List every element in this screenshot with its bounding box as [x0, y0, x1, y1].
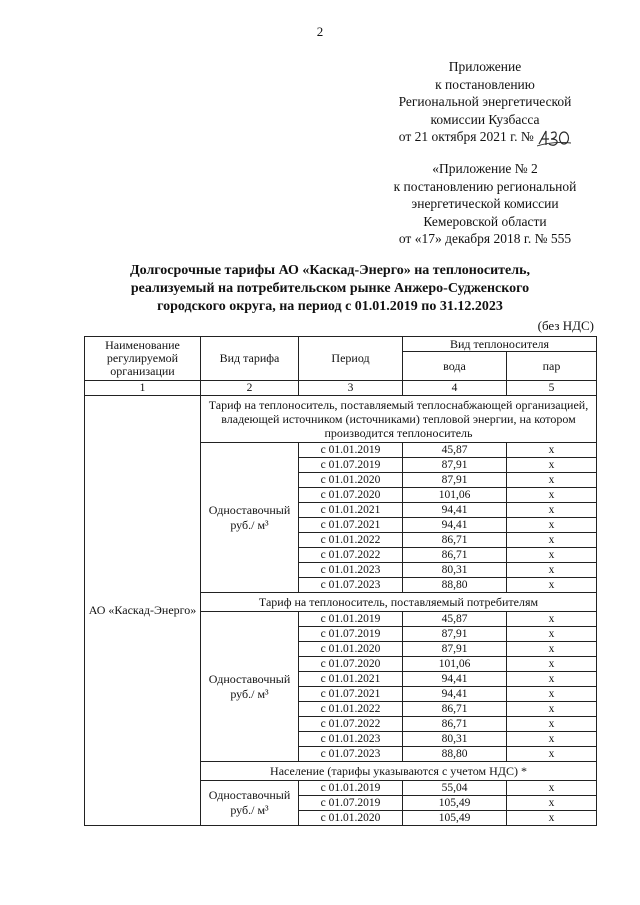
water-value: 88,80: [403, 747, 507, 762]
water-value: 87,91: [403, 458, 507, 473]
steam-value: x: [507, 642, 597, 657]
period-cell: с 01.01.2020: [299, 811, 403, 826]
steam-value: x: [507, 612, 597, 627]
steam-value: x: [507, 702, 597, 717]
section-title: Тариф на теплоноситель, поставляемый теплоснабжающей организацией, владеющей источником (источниками) тепловой энергии, на котором производится теплоноситель: [201, 396, 597, 443]
tariff-table: [84, 336, 597, 826]
water-value: 94,41: [403, 672, 507, 687]
appendix-line-date: [360, 128, 610, 146]
period-cell: с 01.01.2022: [299, 533, 403, 548]
period-cell: с 01.01.2020: [299, 473, 403, 488]
water-value: 86,71: [403, 533, 507, 548]
water-value: 80,31: [403, 732, 507, 747]
period-cell: с 01.01.2023: [299, 563, 403, 578]
steam-value: x: [507, 488, 597, 503]
title-line: городского округа, на период с 01.01.2019 по 31.12.2023: [157, 299, 503, 314]
vat-note: (без НДС): [537, 318, 594, 333]
water-value: 105,49: [403, 796, 507, 811]
water-value: 94,41: [403, 518, 507, 533]
tariff-type: Одноставочный руб./ м³: [201, 781, 299, 826]
column-number: 4: [403, 381, 507, 396]
steam-value: x: [507, 533, 597, 548]
steam-value: x: [507, 627, 597, 642]
tariff-type: Одноставочный руб./ м³: [201, 443, 299, 593]
steam-value: x: [507, 563, 597, 578]
column-number: 3: [299, 381, 403, 396]
water-value: 94,41: [403, 503, 507, 518]
section-title: Население (тарифы указываются с учетом НДС) *: [201, 762, 597, 781]
steam-value: x: [507, 747, 597, 762]
water-value: 87,91: [403, 627, 507, 642]
steam-value: x: [507, 672, 597, 687]
steam-value: x: [507, 458, 597, 473]
water-value: 86,71: [403, 717, 507, 732]
steam-value: x: [507, 796, 597, 811]
title-line: Долгосрочные тарифы АО «Каскад-Энерго» на теплоноситель,: [130, 263, 530, 278]
water-value: 55,04: [403, 781, 507, 796]
appendix-line: к постановлению: [435, 76, 535, 92]
period-cell: с 01.07.2022: [299, 717, 403, 732]
steam-value: x: [507, 717, 597, 732]
water-value: 80,31: [403, 563, 507, 578]
water-value: 45,87: [403, 612, 507, 627]
period-cell: с 01.01.2019: [299, 781, 403, 796]
water-value: 86,71: [403, 702, 507, 717]
period-cell: с 01.07.2021: [299, 687, 403, 702]
steam-value: x: [507, 473, 597, 488]
section-row: [85, 396, 597, 443]
document-title: [120, 262, 540, 316]
header-steam: пар: [507, 352, 597, 381]
column-number: 2: [201, 381, 299, 396]
period-cell: с 01.07.2019: [299, 458, 403, 473]
water-value: 87,91: [403, 642, 507, 657]
period-cell: с 01.07.2022: [299, 548, 403, 563]
period-cell: с 01.01.2023: [299, 732, 403, 747]
water-value: 105,49: [403, 811, 507, 826]
previous-appendix-block: [360, 160, 610, 248]
water-value: 45,87: [403, 443, 507, 458]
section-title: Тариф на теплоноситель, поставляемый потребителям: [201, 593, 597, 612]
header-row: [85, 337, 597, 352]
header-carrier: Вид теплоносителя: [403, 337, 597, 352]
period-cell: с 01.01.2019: [299, 612, 403, 627]
column-number: 1: [85, 381, 201, 396]
appendix-date-text: от 21 октября 2021 г. №: [398, 129, 534, 144]
period-cell: с 01.07.2023: [299, 578, 403, 593]
header-org: Наименование регулируемой организации: [85, 337, 201, 381]
page-number: 2: [316, 24, 324, 39]
steam-value: x: [507, 781, 597, 796]
steam-value: x: [507, 657, 597, 672]
water-value: 88,80: [403, 578, 507, 593]
water-value: 86,71: [403, 548, 507, 563]
period-cell: с 01.01.2019: [299, 443, 403, 458]
appendix-line: от «17» декабря 2018 г. № 555: [398, 231, 572, 246]
appendix-line: комиссии Кузбасса: [430, 111, 540, 127]
appendix-line: Приложение: [448, 59, 522, 74]
steam-value: x: [507, 687, 597, 702]
column-number-row: [85, 381, 597, 396]
steam-value: x: [507, 503, 597, 518]
handwritten-number-signature: [537, 128, 571, 146]
appendix-line: «Приложение № 2: [432, 161, 538, 176]
period-cell: с 01.01.2021: [299, 672, 403, 687]
header-water: вода: [403, 352, 507, 381]
period-cell: с 01.01.2021: [299, 503, 403, 518]
header-tariff-type: Вид тарифа: [201, 337, 299, 381]
appendix-line: к постановлению региональной: [393, 178, 577, 194]
column-number: 5: [507, 381, 597, 396]
period-cell: с 01.07.2020: [299, 657, 403, 672]
water-value: 94,41: [403, 687, 507, 702]
period-cell: с 01.07.2019: [299, 796, 403, 811]
steam-value: x: [507, 732, 597, 747]
organization-name: АО «Каскад-Энерго»: [85, 396, 201, 826]
water-value: 101,06: [403, 657, 507, 672]
steam-value: x: [507, 811, 597, 826]
period-cell: с 01.07.2021: [299, 518, 403, 533]
steam-value: x: [507, 518, 597, 533]
steam-value: x: [507, 578, 597, 593]
water-value: 87,91: [403, 473, 507, 488]
period-cell: с 01.07.2019: [299, 627, 403, 642]
steam-value: x: [507, 443, 597, 458]
header-period: Период: [299, 337, 403, 381]
title-line: реализуемый на потребительском рынке Анжеро-Судженского: [130, 281, 530, 296]
steam-value: x: [507, 548, 597, 563]
appendix-line: Кемеровской области: [423, 213, 547, 229]
water-value: 101,06: [403, 488, 507, 503]
period-cell: с 01.07.2020: [299, 488, 403, 503]
period-cell: с 01.01.2020: [299, 642, 403, 657]
appendix-line: Региональной энергетической: [398, 94, 572, 109]
period-cell: с 01.01.2022: [299, 702, 403, 717]
appendix-line: энергетической комиссии: [411, 196, 559, 211]
tariff-type: Одноставочный руб./ м³: [201, 612, 299, 762]
appendix-block: [360, 58, 610, 146]
period-cell: с 01.07.2023: [299, 747, 403, 762]
